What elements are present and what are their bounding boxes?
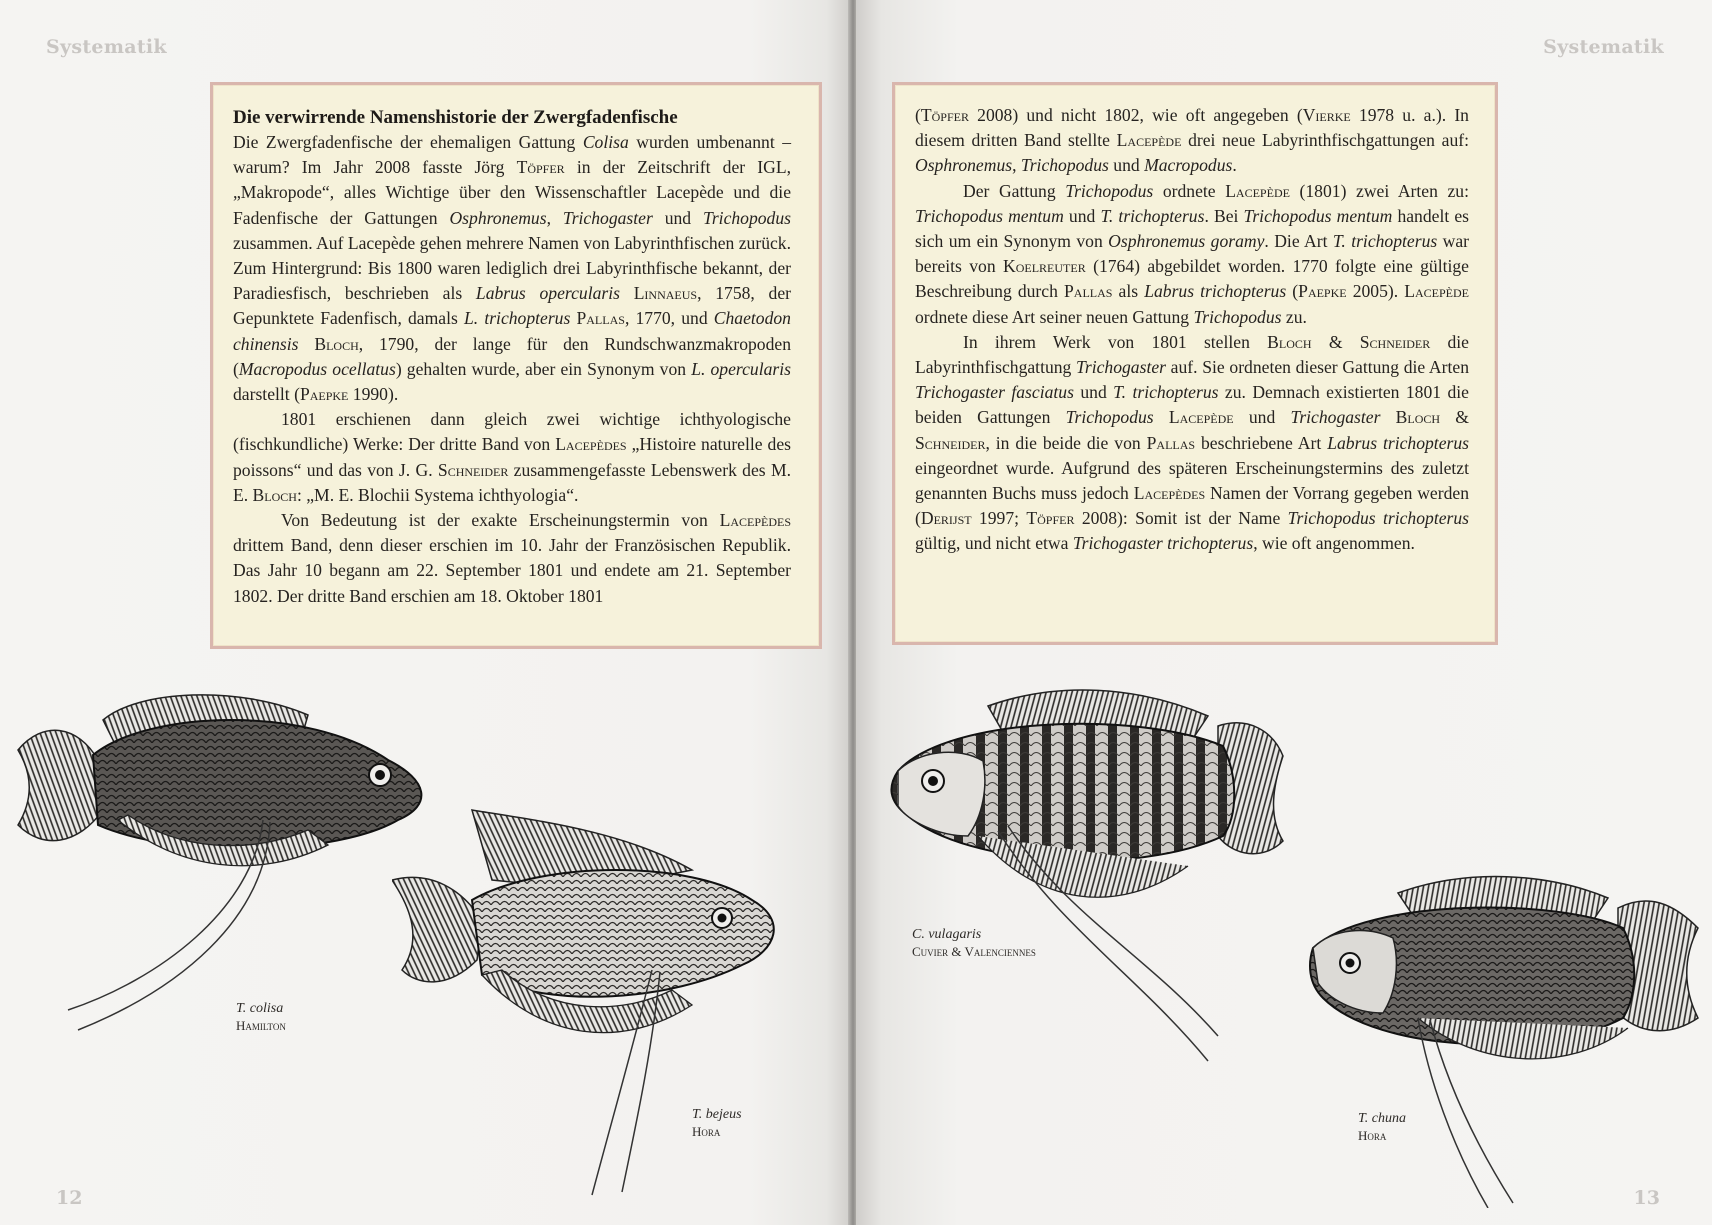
text-run: darstellt (: [233, 384, 300, 405]
text-run: 1978 u. a.). In diesem dritten Band stellte: [915, 105, 1469, 151]
left-page: [0, 0, 852, 1225]
text-run: [1154, 407, 1169, 427]
text-run: , 1770, und: [624, 308, 714, 329]
small-caps-run: Töpfer: [920, 105, 969, 125]
right-page: [856, 0, 1712, 1225]
text-run: 2008): Somit ist der Name: [1074, 508, 1288, 529]
small-caps-run: Bloch: [252, 484, 297, 505]
text-run: ordnete: [1153, 180, 1226, 201]
italic-run: L. opercularis: [691, 358, 791, 379]
italic-run: Macropodus ocellatus: [238, 358, 396, 379]
italic-run: Osphronemus goramy: [1108, 231, 1265, 252]
text-run: und: [1063, 205, 1101, 226]
text-run: wurden umbenannt – warum? Im Jahr 2008 fasste Jörg: [233, 132, 791, 178]
text-run: &: [1440, 407, 1469, 428]
figure-caption: [236, 1000, 286, 1034]
small-caps-run: Lacepède: [1404, 281, 1469, 302]
italic-run: Trichogaster fasciatus: [915, 382, 1074, 403]
italic-run: Trichogaster trichopterus: [1072, 533, 1254, 554]
text-run: 2005).: [1346, 281, 1405, 302]
paragraph: [915, 179, 1469, 330]
text-run: ordnete diese Art seiner neuen Gattung: [915, 306, 1194, 327]
text-run: 2008) und nicht 1802, wie oft angegeben (: [968, 105, 1303, 125]
italic-run: Trichopodus: [703, 207, 792, 228]
text-run: 1990).: [348, 384, 399, 405]
text-run: zusammen. Auf Lacepède gehen mehrere Namen von Labyrinthfischen zurück. Zum Hintergrund: Bis 1800 waren lediglich drei Labyrinthfische bekannt, der Paradiesfisch, beschrieben als: [233, 232, 791, 304]
small-caps-run: Lacepède: [1168, 407, 1234, 428]
italic-run: Labrus opercularis: [475, 283, 620, 304]
text-run: beschriebene Art: [1195, 432, 1328, 453]
text-run: als: [1112, 281, 1145, 302]
text-run: , 1790, der lange für den Rundschwanzmakropoden (: [233, 333, 791, 379]
info-box: [210, 82, 822, 649]
small-caps-run: Lacepède: [1116, 130, 1182, 151]
italic-run: Trichopodus mentum: [1243, 205, 1393, 226]
box-heading: Die verwirrende Namenshistorie der Zwergfadenfische: [233, 107, 678, 128]
fish-illustration-t-bejeus: [392, 800, 822, 1200]
italic-run: Trichopodus mentum: [915, 205, 1064, 226]
small-caps-run: Derijst: [920, 508, 972, 529]
small-caps-run: Koelreuter: [1003, 256, 1086, 277]
figure-caption: [1358, 1110, 1406, 1144]
text-run: drittem Band, denn dieser erschien im 10. Jahr der Französischen Republik. Das Jahr 10 begann am 22. September 1801 und endete am 21. September 1802. Der dritte Band erschien am 18. Oktober 1801: [233, 535, 791, 606]
page-number: 12: [56, 1187, 83, 1209]
text-run: war bereits von: [915, 231, 1469, 277]
text-run: die Labyrinthfischgattung: [915, 331, 1469, 378]
italic-run: T. trichopterus: [1113, 382, 1219, 403]
text-run: Von Bedeutung ist der exakte Erscheinungstermin von: [281, 510, 720, 531]
small-caps-run: Paepke: [299, 384, 349, 405]
small-caps-run: Vierke: [1302, 105, 1351, 125]
text-run: (1801) zwei Arten zu:: [1289, 180, 1469, 201]
small-caps-run: Lacepèdes: [719, 510, 791, 531]
caption-species: T. chuna: [1358, 1111, 1406, 1126]
text-run: zu.: [1281, 306, 1307, 327]
text-run: , in die beide die von: [985, 432, 1147, 453]
info-box: [892, 82, 1498, 645]
caption-author: Cuvier & Valenciennes: [912, 944, 1036, 959]
running-head: Systematik: [46, 36, 167, 58]
small-caps-run: Linnaeus: [633, 283, 698, 304]
italic-run: Chaetodon chinensis: [233, 308, 791, 354]
text-run: ) gehalten wurde, aber ein Synonym von: [395, 358, 692, 379]
figure-caption: [692, 1106, 742, 1140]
text-run: (1764) abgebildet worden. 1770 folgte eine gültige Beschreibung durch: [915, 256, 1469, 302]
text-run: (: [1286, 281, 1299, 302]
italic-run: Trichopodus: [1020, 155, 1109, 176]
text-run: ,: [1012, 155, 1021, 176]
italic-run: Osphronemus: [449, 207, 547, 228]
italic-run: Trichopodus: [1193, 306, 1282, 327]
small-caps-run: Bloch: [1395, 407, 1441, 428]
small-caps-run: Lacepède: [1225, 180, 1290, 201]
small-caps-run: Schneider: [437, 459, 509, 480]
text-run: und: [1233, 407, 1291, 428]
small-caps-run: Pallas: [1064, 281, 1113, 302]
italic-run: Labrus trichopterus: [1144, 281, 1287, 302]
small-caps-run: Töpfer: [516, 157, 565, 178]
small-caps-run: Pallas: [576, 308, 625, 329]
caption-species: T. bejeus: [692, 1107, 742, 1122]
text-run: handelt es sich um ein Synonym von: [915, 205, 1469, 252]
caption-species: C. vulagaris: [912, 927, 982, 942]
paragraph: [915, 330, 1469, 557]
italic-run: Trichopodus: [1065, 407, 1154, 428]
small-caps-run: Töpfer: [1026, 508, 1075, 529]
italic-run: Trichogaster: [1290, 407, 1381, 428]
caption-author: Hamilton: [236, 1018, 286, 1033]
caption-species: T. colisa: [236, 1001, 284, 1016]
text-run: 1801 erschienen dann gleich zwei wichtige ichthyologische (fischkundliche) Werke: Der dritte Band von: [233, 409, 791, 455]
text-run: (: [915, 105, 921, 125]
fish-illustration-c-vulagaris: [888, 676, 1288, 1076]
figure-caption: [912, 926, 1036, 960]
italic-run: Trichogaster: [562, 207, 653, 228]
text-run: „Histoire naturelle des poissons“ und das von J. G.: [233, 434, 791, 480]
paragraph: [915, 103, 1469, 179]
caption-author: Hora: [692, 1124, 721, 1139]
paragraph: [233, 508, 791, 609]
text-run: und: [1108, 155, 1145, 176]
small-caps-run: Bloch: [1267, 331, 1312, 352]
caption-author: Hora: [1358, 1128, 1387, 1143]
italic-run: T. trichopterus: [1100, 205, 1205, 226]
small-caps-run: Schneider: [1359, 331, 1431, 352]
running-head: Systematik: [1543, 36, 1664, 58]
italic-run: Macropodus: [1144, 155, 1233, 176]
text-run: und: [652, 207, 704, 228]
text-run: In ihrem Werk von 1801 stellen: [963, 331, 1268, 352]
italic-run: Osphronemus: [915, 155, 1013, 176]
small-caps-run: Lacepèdes: [1133, 483, 1206, 504]
small-caps-run: Paepke: [1298, 281, 1347, 302]
text-run: , 1758, der Gepunktete Fadenfisch, damals: [233, 283, 791, 329]
text-run: drei neue Labyrinthfischgattungen auf:: [1181, 130, 1470, 151]
fish-illustration-t-colisa: [8, 680, 438, 1090]
italic-run: Trichopodus: [1065, 180, 1154, 201]
text-run: und: [1073, 382, 1114, 403]
text-run: 1997;: [971, 508, 1027, 529]
italic-run: Colisa: [582, 132, 629, 152]
page-number: 13: [1633, 1187, 1660, 1209]
text-run: Namen der Vorrang gegeben werden (: [915, 483, 1469, 529]
text-run: [298, 334, 314, 354]
text-run: eingeordnet wurde. Aufgrund des späteren Erscheinungstermins des zuletzt genannten Buchs muss jedoch: [915, 457, 1469, 504]
text-run: [1380, 407, 1395, 427]
text-run: [620, 283, 634, 303]
text-run: : „M. E. Blochii Systema ichthyologia“.: [296, 484, 579, 505]
italic-run: L. trichopterus: [463, 308, 571, 329]
fish-illustration-t-chuna: [1308, 868, 1703, 1208]
text-run: ,: [546, 207, 563, 228]
text-run: Der Gattung: [963, 180, 1066, 201]
italic-run: Trichogaster: [1076, 357, 1166, 378]
small-caps-run: Pallas: [1146, 432, 1196, 453]
text-run: , wie oft angenommen.: [1253, 533, 1415, 554]
text-run: zu. Demnach existierten 1801 die beiden Gattungen: [915, 382, 1469, 428]
text-run: .: [1232, 155, 1237, 176]
paragraph: [233, 130, 791, 407]
text-run: gültig, und nicht etwa: [915, 533, 1073, 554]
text-run: zusammengefasste Lebenswerk des M. E.: [233, 459, 791, 505]
paragraph: [233, 407, 791, 508]
italic-run: Labrus trichopterus: [1327, 432, 1469, 453]
small-caps-run: Schneider: [915, 432, 986, 453]
small-caps-run: Lacepèdes: [555, 434, 627, 455]
italic-run: T. trichopterus: [1332, 231, 1438, 252]
text-run: Die Zwergfadenfische der ehemaligen Gattung: [233, 132, 583, 152]
text-run: auf. Sie ordneten dieser Gattung die Arten: [1165, 357, 1469, 378]
text-run: . Die Art: [1264, 231, 1333, 252]
text-run: &: [1311, 331, 1360, 352]
text-run: in der Zeitschrift der IGL, „Makropode“, alles Wichtige über den Wissenschaftler Lacepède und die Fadenfische der Gattungen: [233, 157, 791, 228]
small-caps-run: Bloch: [314, 333, 359, 354]
italic-run: Trichopodus trichopterus: [1287, 508, 1470, 529]
text-run: . Bei: [1204, 205, 1244, 226]
